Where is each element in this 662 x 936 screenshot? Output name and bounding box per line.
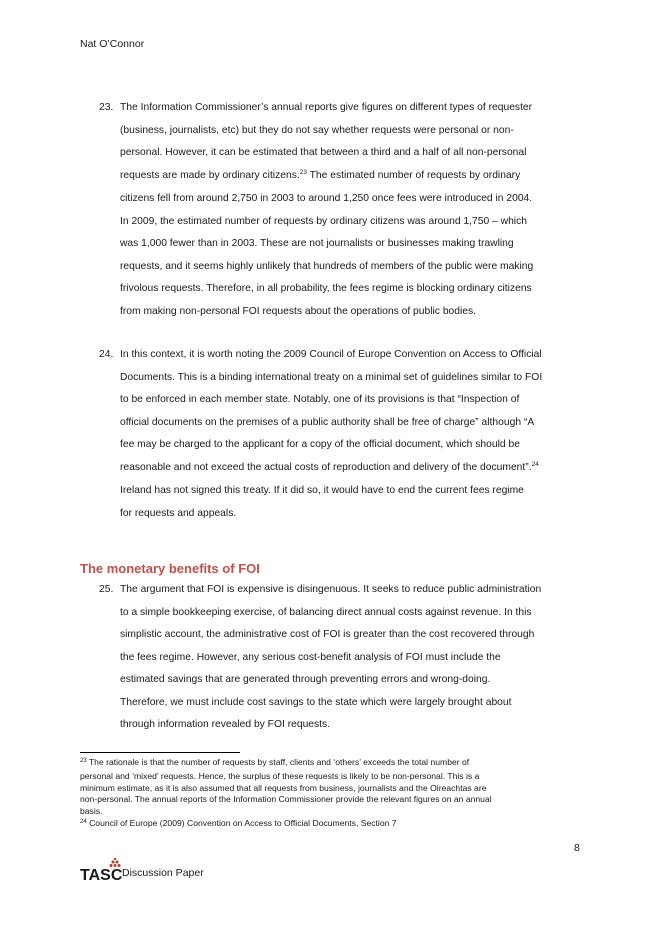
numbered-paragraph-25 bbox=[99, 579, 585, 737]
paragraph-line: official documents on the premises of a public authority shall be free of charge” although “A bbox=[120, 416, 535, 428]
paragraph-line: was 1,000 fewer than in 2003. These are not journalists or businesses making trawling bbox=[120, 238, 514, 249]
paragraph-line: Ireland has not signed this treaty. If it did so, it would have to end the current fees regime bbox=[120, 485, 524, 496]
paragraph-line: In this context, it is worth noting the 2009 Council of Europe Convention on Access to Official bbox=[120, 349, 542, 360]
footnote-line: personal and ‘mixed’ requests. Hence, the surplus of these requests is likely to be non-personal. This is a bbox=[80, 770, 480, 781]
footnote-text: Council of Europe (2009) Convention on Access to Official Documents, Section 7 bbox=[89, 817, 397, 828]
paragraph-number: 23. bbox=[99, 102, 114, 113]
paragraph-number: 25. bbox=[99, 584, 114, 595]
footnote-text: The rationale is that the number of requests by staff, clients and ‘others’ exceeds the total number of bbox=[88, 757, 470, 767]
footer-label: Discussion Paper bbox=[122, 867, 204, 879]
footnote-line: basis. bbox=[80, 806, 103, 817]
numbered-paragraph-23 bbox=[99, 97, 585, 323]
paragraph-line: fee may be charged to the applicant for a copy of the official document, which should be bbox=[120, 439, 520, 450]
footnote-marker: 24 bbox=[80, 818, 87, 825]
tasc-logo bbox=[80, 858, 124, 884]
line-text: reasonable and not exceed the actual costs of reproduction and delivery of the document”. bbox=[120, 461, 532, 473]
paragraph-line: (business, journalists, etc) but they do not say whether requests were personal or non- bbox=[120, 124, 514, 136]
paragraph-line: In 2009, the estimated number of requests by ordinary citizens was around 1,750 – which bbox=[120, 215, 527, 227]
footnote-line: minimum estimate, as it is also assumed that all requests from business, journalists and the Oireachtas are bbox=[80, 782, 487, 793]
paragraph-line: to be enforced in each member state. Notably, one of its provisions is that “Inspection of bbox=[120, 394, 520, 405]
line-text: requests are made by ordinary citizens. bbox=[120, 169, 300, 181]
logo-accent-icon bbox=[110, 858, 121, 867]
paragraph-line: The Information Commissioner’s annual reports give figures on different types of requester bbox=[120, 102, 533, 113]
running-header-author: Nat O’Connor bbox=[80, 38, 145, 50]
footnote-line bbox=[80, 818, 585, 832]
paragraph-line: through information revealed by FOI requests. bbox=[120, 719, 331, 730]
paragraph-line: estimated savings that are generated through preventing errors and wrong-doing. bbox=[120, 674, 491, 685]
paragraph-line bbox=[99, 457, 585, 481]
paragraph-line: simplistic account, the administrative cost of FOI is greater than the cost recovered through bbox=[120, 629, 535, 640]
paragraph-line: Therefore, we must include cost savings to the state which were largely brought about bbox=[120, 696, 512, 708]
footnote-line bbox=[80, 757, 585, 771]
paragraph-line: The argument that FOI is expensive is disingenuous. It seeks to reduce public administration bbox=[120, 584, 542, 595]
numbered-paragraph-24 bbox=[99, 344, 585, 525]
line-text: The estimated number of requests by ordinary bbox=[306, 169, 521, 181]
paragraph-line: Documents. This is a binding international treaty on a minimal set of guidelines similar to FOI bbox=[120, 371, 543, 383]
page-number: 8 bbox=[574, 842, 580, 854]
paragraph-number: 24. bbox=[99, 349, 114, 360]
footnote-ref-23[interactable]: 23 bbox=[299, 168, 307, 176]
footnote-line: non-personal. The annual reports of the Information Commissioner provide the relevant figures on an annual bbox=[80, 794, 492, 805]
footnotes bbox=[80, 757, 585, 832]
paragraph-line: for requests and appeals. bbox=[120, 507, 237, 519]
paragraph-line bbox=[99, 165, 585, 189]
footnote-separator bbox=[80, 752, 240, 753]
paragraph-line: requests, and it seems highly unlikely that hundreds of members of the public were making bbox=[120, 260, 534, 272]
paragraph-line: frivolous requests. Therefore, in all probability, the fees regime is blocking ordinary citizens bbox=[120, 283, 532, 294]
paragraph-line: from making non-personal FOI requests about the operations of public bodies. bbox=[120, 305, 477, 317]
paragraph-line: citizens fell from around 2,750 in 2003 to around 1,250 once fees were introduced in 2004. bbox=[120, 193, 533, 204]
footnote-24 bbox=[80, 818, 585, 832]
paragraph-line: the fees regime. However, any serious cost-benefit analysis of FOI must include the bbox=[120, 651, 501, 663]
footnote-23 bbox=[80, 757, 585, 818]
logo-wordmark: TASC bbox=[80, 867, 123, 884]
paragraph-line: personal. However, it can be estimated that between a third and a half of all non-personal bbox=[120, 147, 527, 158]
paragraph-line: to a simple bookkeeping exercise, of balancing direct annual costs against revenue. In this bbox=[120, 606, 532, 618]
section-heading: The monetary benefits of FOI bbox=[80, 561, 260, 576]
footnote-marker: 23 bbox=[80, 758, 87, 764]
footnote-ref-24[interactable]: 24 bbox=[531, 460, 539, 468]
